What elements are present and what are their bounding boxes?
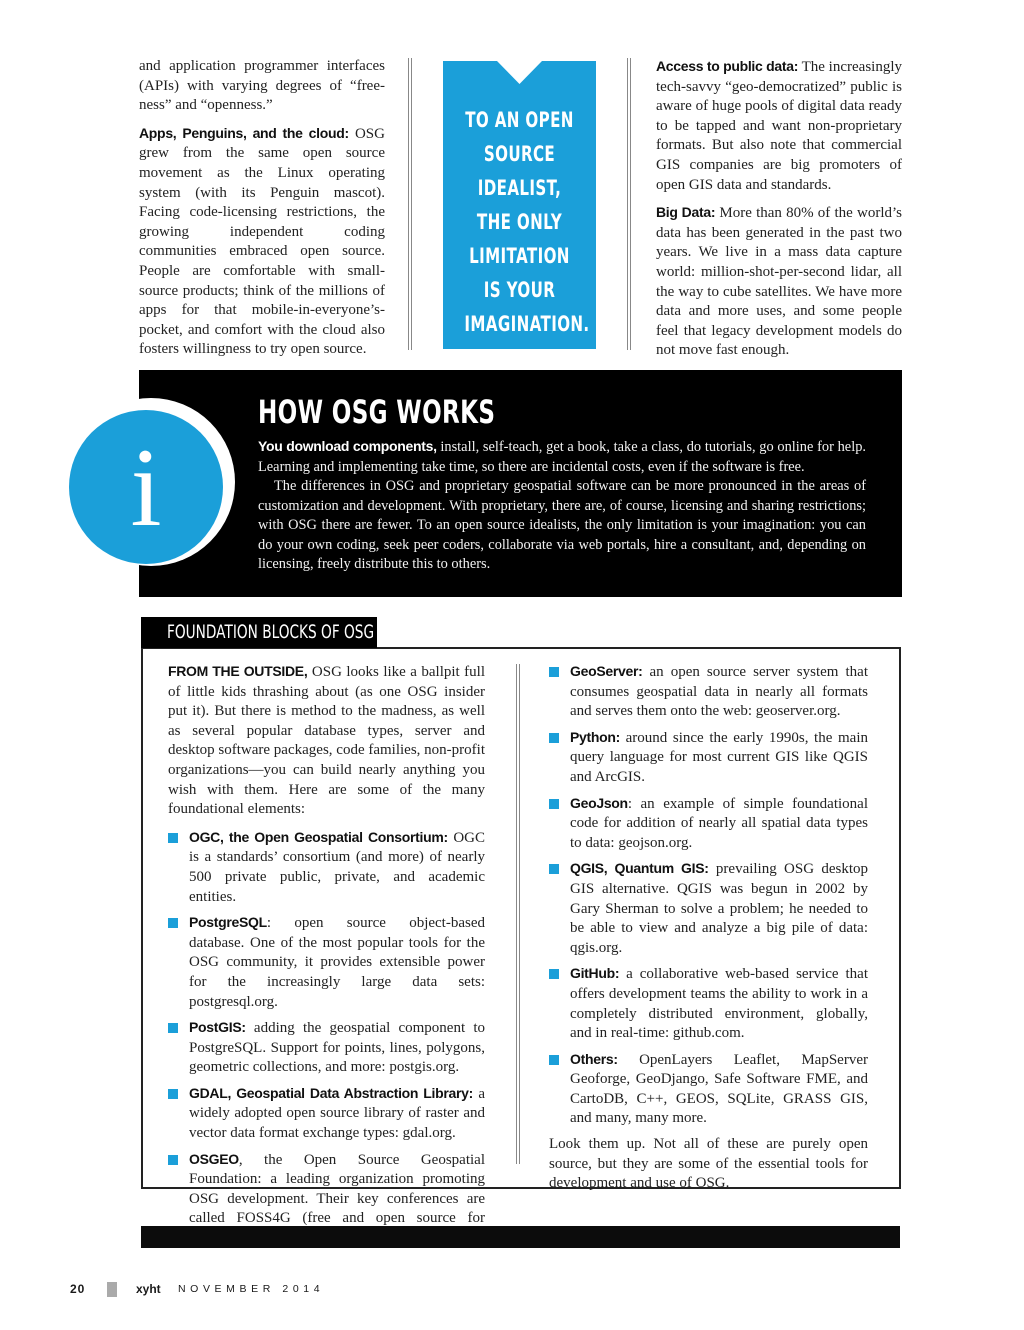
square-bullet-icon [549, 969, 559, 979]
square-bullet-icon [168, 1155, 178, 1165]
how-osg-works-title: HOW OSG WORKS [258, 393, 496, 431]
pull-quote-notch [443, 61, 596, 91]
pull-quote [443, 61, 596, 349]
item-body: an open source server system that consumes geospatial data in nearly all formats and serves them onto the web: geoserver.org. [570, 664, 868, 720]
list-item [549, 728, 868, 788]
item-lead: GDAL, Geospatial Data Abstraction Library: [189, 1084, 474, 1101]
intro-paragraph: and application programmer interfaces (APIs) with varying degrees of “free-ness” and “openness.” [139, 58, 385, 114]
item-lead: GitHub: [570, 965, 620, 982]
item-body: : an example of simple foundational code for addition of nearly all spatial data types to data: geojson.org. [570, 795, 868, 851]
item-body: a collaborative web-based service that offers development teams the ability to work in a completely distributed environment, globally, and in real-time: github.com. [570, 966, 868, 1042]
foundation-column-left [168, 662, 485, 1249]
bigdata-body: More than 80% of the world’s data has been generated in the past two years. We live in a mass data capture world: million-shot-per-second lidar, all the way to cube satellites. We have more data and more uses, and some people feel that legacy development models do not move fast enough. [656, 205, 902, 359]
square-bullet-icon [549, 733, 559, 743]
foundation-list-right [549, 662, 868, 1129]
pull-quote-text: TO AN OPEN SOURCE IDEALIST, THE ONLY LIMITATION IS YOUR IMAGINATION. [464, 108, 590, 336]
access-paragraph [656, 57, 902, 195]
square-bullet-icon [549, 1055, 559, 1065]
how-osg-works-body [258, 437, 866, 575]
square-bullet-icon [168, 918, 178, 928]
foundation-intro-body: OSG looks like a ballpit full of little kids thrashing about (as one OSG insider put it). But there is method to the madness, as well as several popular database types, server and desktop software packages, code families, non-profit organizations—you can build nearly anything you wish with them. Here are some of the many foundational elements: [168, 664, 485, 818]
foundation-blocks-title: FOUNDATION BLOCKS OF OSG [167, 621, 375, 643]
issue-date: NOVEMBER 2014 [178, 1283, 325, 1295]
page-number: 20 [70, 1282, 86, 1296]
item-lead: GeoServer: [570, 663, 643, 679]
square-bullet-icon [168, 1089, 178, 1099]
square-bullet-icon [549, 799, 559, 809]
item-lead: Python: [570, 728, 621, 745]
item-body: prevailing OSG desktop GIS alternative. QGIS was begun in 2002 by Gary Sherman to solve a problem; he needed to be able to view and analyze a big pile of data: qgis.org. [570, 861, 869, 956]
item-lead: PostGIS: [189, 1019, 246, 1036]
foundation-intro-lead: FROM THE OUTSIDE, [168, 663, 308, 679]
item-lead: PostgreSQL [189, 914, 267, 931]
how-paragraph-2: The differences in OSG and proprietary geospatial software can be more pronounced in the areas of customization and development. With proprietary, there are, of course, licensing and sharing restrictions; with OSG there are fewer. To an open source idealists, the only limitation is your imagination: you can do your own coding, seek peer coders, collaborate via web portals, hire a consultant, and, depending on licensing, freely distribute this to others. [258, 478, 866, 572]
item-lead: Others: [570, 1050, 618, 1067]
foundation-list-left [168, 828, 485, 1249]
list-item [168, 1084, 485, 1144]
how-paragraph-1 [258, 437, 866, 477]
square-bullet-icon [549, 667, 559, 677]
item-body: adding the geospatial component to PostgreSQL. Support for points, lines, polygons, geometric collections, and more: postgis.org. [189, 1020, 485, 1076]
foundation-column-right [549, 662, 868, 1194]
foundation-closing: Look them up. Not all of these are purely open source, but they are some of the essential tools for development and use of OSG. [549, 1136, 868, 1192]
item-body: , the Open Source Geospatial Foundation: a leading organization promoting OSG development. Their key conferences are called FOSS4G (free and open source for [189, 1151, 485, 1227]
apps-lead: Apps, Penguins, and the cloud: [139, 124, 349, 141]
list-item [549, 964, 868, 1043]
list-item [549, 1050, 868, 1129]
list-item [168, 828, 485, 907]
apps-paragraph [139, 124, 385, 360]
footer-divider-block [107, 1282, 117, 1297]
column-divider [627, 58, 631, 350]
foundation-intro [168, 662, 485, 820]
square-bullet-icon [168, 1023, 178, 1033]
list-item [168, 913, 485, 1012]
item-body: : open source object-based database. One of the most popular tools for the OSG community, it provides extensible power for the increasingly large data sets: postgresql.org. [189, 915, 485, 1010]
square-bullet-icon [549, 864, 559, 874]
item-lead: OGC, the Open Geospatial Consortium: [189, 828, 448, 845]
list-item [549, 794, 868, 854]
square-bullet-icon [168, 833, 178, 843]
item-body: around since the early 1990s, the main query language for most current GIS like QGIS and ArcGIS. [570, 729, 868, 785]
apps-body: OSG grew from the same open source movement as the Linux operating system (with its Penguin mascot). Facing code-licensing restrictions, the growing independent coding communities embraced open source. People are comfortable with small-source products; think of the millions of apps for that mobile-in-everyone’s-pocket, and comfort with the cloud also fosters willingness to try open source. [139, 125, 385, 358]
item-lead: GeoJson [570, 794, 628, 811]
column-divider [516, 664, 520, 1164]
bigdata-lead: Big Data: [656, 204, 716, 221]
list-item [549, 859, 868, 958]
item-body: OpenLayers Leaflet, MapServer Geoforge, GeoDjango, Safe Software FME, and CartoDB, C++, GEOS, SQLite, GRASS GIS, and many, many more. [570, 1051, 868, 1127]
how-lead: You download components, [258, 438, 437, 454]
brand-logo: xyht [136, 1282, 161, 1296]
article-column-left [139, 57, 385, 360]
info-icon [66, 397, 236, 567]
how-body-1: install, self-teach, get a book, take a class, do tutorials, go online for help. Learning and implementing take time, so there are incidental costs, even if the software is free. [258, 439, 866, 475]
item-body: a widely adopted open source library of raster and vector data format exchange types: gdal.org. [189, 1085, 485, 1142]
bigdata-paragraph [656, 203, 902, 361]
access-body: The increasingly tech-savvy “geo-democratized” public is aware of huge pools of digital data ready to be tapped and want non-proprietary formats. But also note that commercial GIS companies are big promoters of open GIS data and standards. [656, 59, 902, 193]
footer-bar [141, 1226, 900, 1248]
list-item [168, 1018, 485, 1078]
article-column-right [656, 57, 902, 361]
item-lead: QGIS, Quantum GIS: [570, 860, 709, 877]
item-lead: OSGEO [189, 1150, 239, 1167]
info-icon-letter: i [130, 426, 162, 550]
column-divider [408, 58, 412, 350]
list-item [549, 662, 868, 722]
access-lead: Access to public data: [656, 58, 799, 74]
item-body: OGC is a standards’ consortium (and more) of nearly 500 private public, private, and academic entities. [189, 829, 485, 905]
